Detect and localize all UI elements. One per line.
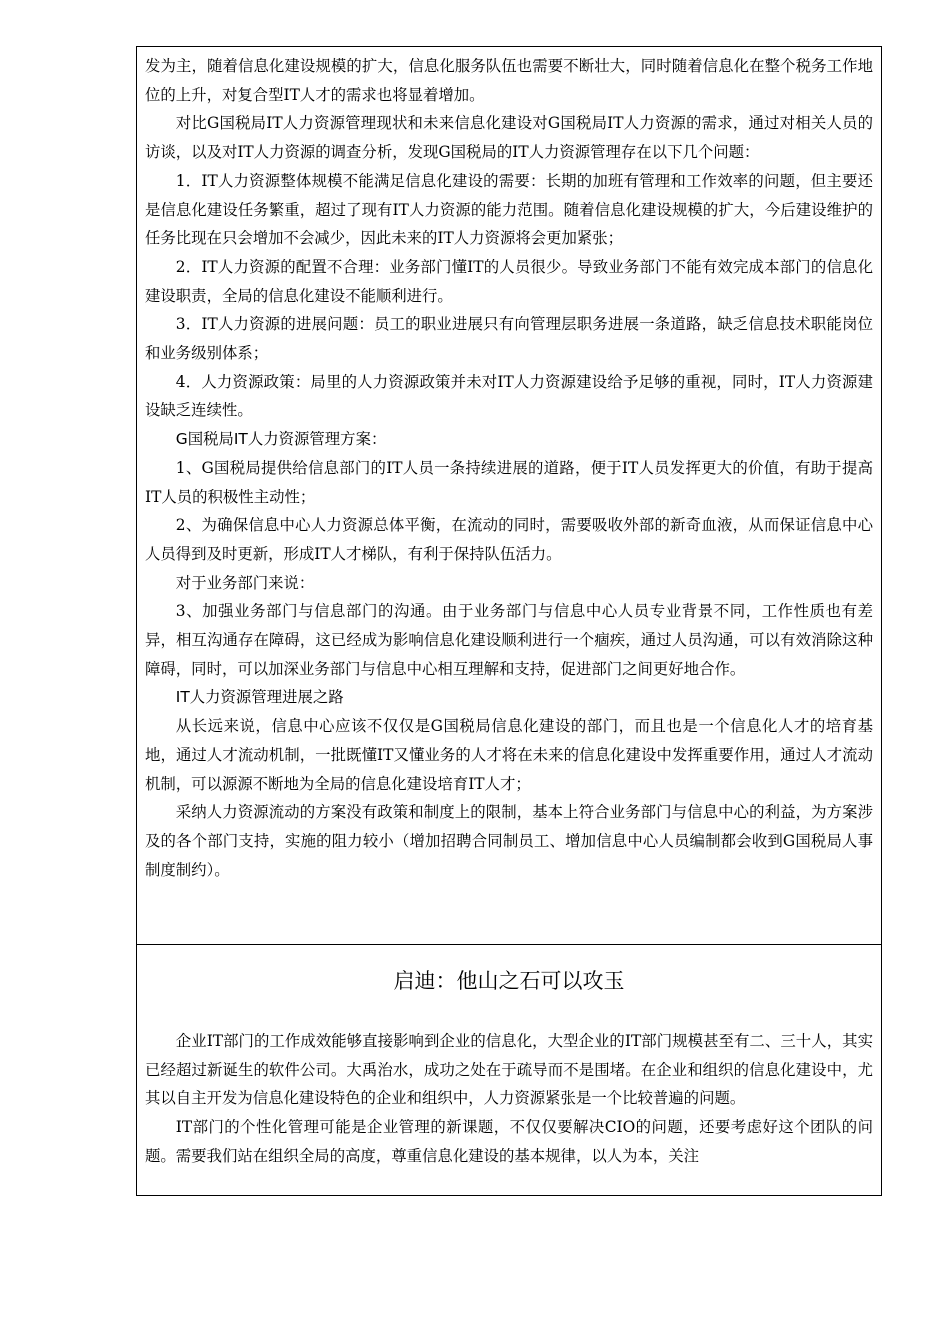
paragraph: 1．IT人力资源整体规模不能满足信息化建设的需要：长期的加班有管理和工作效率的问题，但主要还是信息化建设任务繁重，超过了现有IT人力资源的能力范围。随着信息化建设规模的扩大，今后建设维护的任务比现在只会增加不会减少，因此未来的IT人力资源将会更加紧张； bbox=[145, 171, 873, 248]
section-heading: IT人力资源管理进展之路 bbox=[175, 688, 344, 707]
paragraph: 对比G国税局IT人力资源管理现状和未来信息化建设对G国税局IT人力资源的需求，通过对相关人员的访谈，以及对IT人力资源的调查分析，发现G国税局的IT人力资源管理存在以下几个问题： bbox=[145, 114, 873, 162]
paragraph: IT部门的个性化管理可能是企业管理的新课题，不仅仅要解决CIO的问题，还要考虑好这个团队的问题。需要我们站在组织全局的高度，尊重信息化建设的基本规律，以人为本，关注 bbox=[145, 1118, 873, 1165]
upper-content bbox=[137, 47, 881, 884]
lower-text-box bbox=[137, 945, 881, 1195]
paragraph: 发为主，随着信息化建设规模的扩大，信息化服务队伍也需要不断壮大，同时随着信息化在整个税务工作地位的上升，对复合型IT人才的需求也将显着增加。 bbox=[145, 57, 873, 104]
paragraph: 对于业务部门来说： bbox=[175, 573, 315, 592]
paragraph: 2、为确保信息中心人力资源总体平衡，在流动的同时，需要吸收外部的新奇血液，从而保证信息中心人员得到及时更新，形成IT人才梯队，有利于保持队伍活力。 bbox=[145, 516, 873, 563]
paragraph: 4．人力资源政策：局里的人力资源政策并未对IT人力资源建设给予足够的重视，同时，IT人力资源建设缺乏连续性。 bbox=[145, 372, 873, 420]
section-heading: G国税局IT人力资源管理方案： bbox=[175, 430, 387, 449]
paragraph: 3．IT人力资源的进展问题：员工的职业进展只有向管理层职务进展一条道路，缺乏信息技术职能岗位和业务级别体系； bbox=[145, 315, 873, 363]
paragraph: 采纳人力资源流动的方案没有政策和制度上的限制，基本上符合业务部门与信息中心的利益，为方案涉及的各个部门支持，实施的阻力较小（增加招聘合同制员工、增加信息中心人员编制都会收到G国税局人事制度制约）。 bbox=[145, 803, 873, 879]
section-title: 启迪：他山之石可以攻玉 bbox=[393, 969, 625, 993]
paragraph: 企业IT部门的工作成效能够直接影响到企业的信息化，大型企业的IT部门规模甚至有二、三十人，其实已经超过新诞生的软件公司。大禹治水，成功之处在于疏导而不是围堵。在企业和组织的信息化建设中，尤其以自主开发为信息化建设特色的企业和组织中，人力资源紧张是一个比较普遍的问题。 bbox=[145, 1032, 873, 1108]
upper-text-box bbox=[137, 47, 881, 945]
paragraph: 从长远来说，信息中心应该不仅仅是G国税局信息化建设的部门，而且也是一个信息化人才的培育基地，通过人才流动机制，一批既懂IT又懂业务的人才将在未来的信息化建设中发挥重要作用，通过人才流动机制，可以源源不断地为全局的信息化建设培育IT人才； bbox=[145, 717, 873, 793]
document-page bbox=[136, 46, 882, 1196]
paragraph: 2．IT人力资源的配置不合理：业务部门懂IT的人员很少。导致业务部门不能有效完成本部门的信息化建设职责，全局的信息化建设不能顺利进行。 bbox=[145, 257, 873, 305]
lower-content bbox=[137, 1025, 881, 1171]
paragraph: 1、G国税局提供给信息部门的IT人员一条持续进展的道路，便于IT人员发挥更大的价值，有助于提高IT人员的积极性主动性； bbox=[145, 458, 873, 506]
paragraph: 3、加强业务部门与信息部门的沟通。由于业务部门与信息中心人员专业背景不同，工作性质也有差异，相互沟通存在障碍，这已经成为影响信息化建设顺利进行一个痼疾，通过人员沟通，可以有效消除这种障碍，同时，可以加深业务部门与信息中心相互理解和支持，促进部门之间更好地合作。 bbox=[145, 602, 873, 678]
